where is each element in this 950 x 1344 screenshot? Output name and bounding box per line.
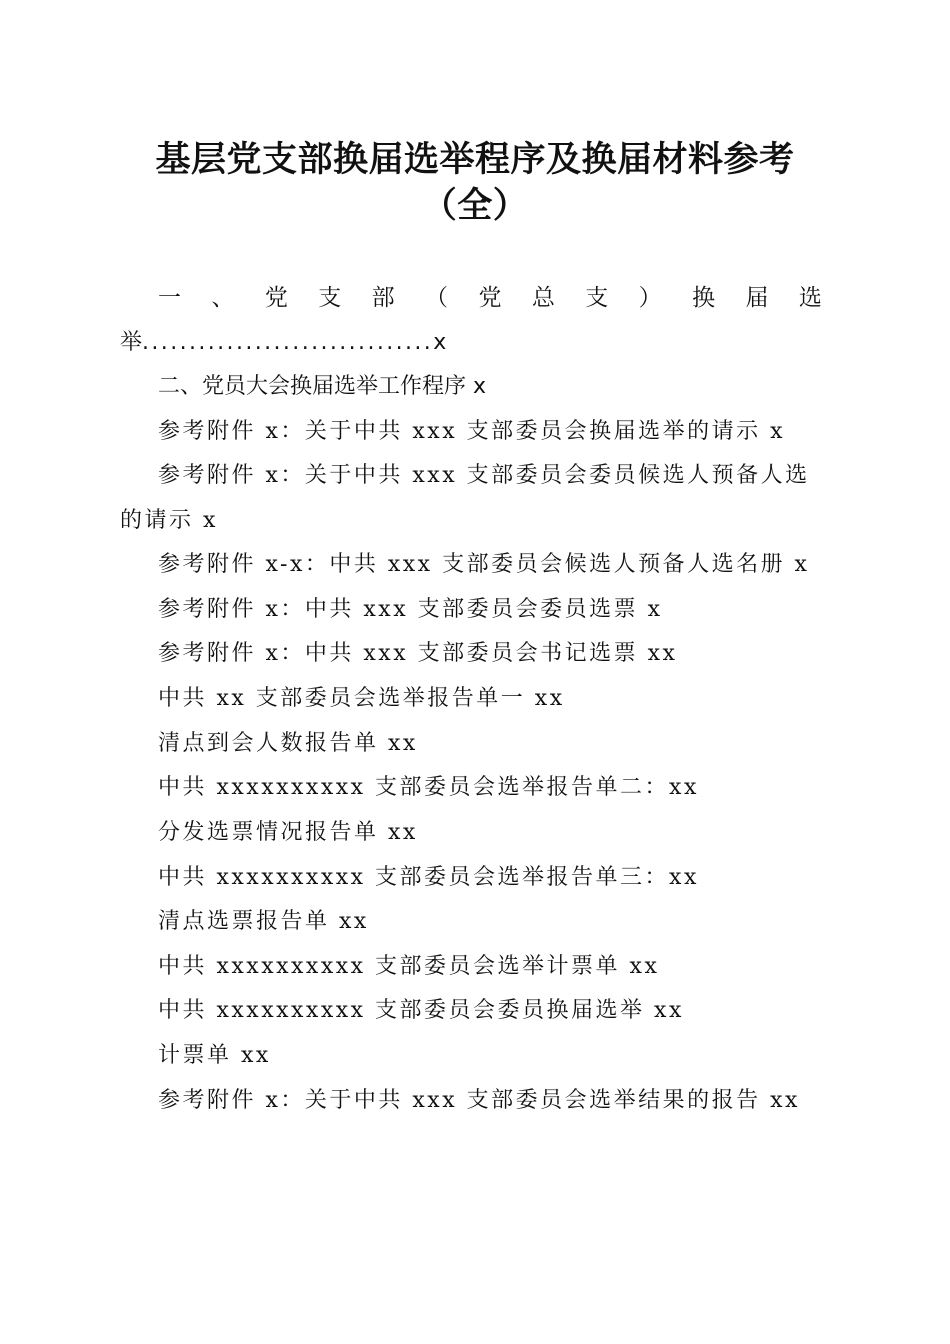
toc-item-1-char: ）: [638, 285, 662, 311]
toc-entry[interactable]: 分发选票情况报告单 xx: [158, 820, 418, 845]
toc-item-1-char: 党: [264, 285, 288, 311]
toc-item-1-wrap-char: 举: [120, 330, 143, 355]
document-title: 基层党支部换届选举程序及换届材料参考: [155, 139, 795, 180]
toc-entry[interactable]: 参考附件 x：关于中共 xxx 支部委员会选举结果的报告 xx: [158, 1088, 800, 1113]
toc-entry[interactable]: 参考附件 x：中共 xxx 支部委员会委员选票 x: [158, 597, 663, 622]
toc-item-1-char: （: [425, 285, 449, 311]
toc-item-1-char: 部: [371, 285, 395, 311]
toc-entry[interactable]: 参考附件 x-x：中共 xxx 支部委员会候选人预备人选名册 x: [158, 552, 810, 577]
toc-item-1[interactable]: [158, 284, 822, 312]
toc-entry[interactable]: 中共 xxxxxxxxxx 支部委员会选举报告单三：xx: [158, 865, 699, 890]
toc-item-1-char: 、: [211, 285, 235, 311]
toc-item-1-char: 选: [798, 285, 822, 311]
toc-item-1-char: 届: [745, 285, 769, 311]
toc-entry[interactable]: 清点选票报告单 xx: [158, 909, 369, 934]
toc-entry[interactable]: 计票单 xx: [158, 1043, 271, 1068]
toc-page-number: x: [433, 330, 447, 355]
toc-entry[interactable]: 中共 xx 支部委员会选举报告单一 xx: [158, 686, 565, 711]
toc-entry[interactable]: 中共 xxxxxxxxxx 支部委员会选举报告单二：xx: [158, 775, 699, 800]
toc-item-1-continuation[interactable]: [120, 329, 446, 357]
toc-entry[interactable]: 参考附件 x：关于中共 xxx 支部委员会委员候选人预备人选: [158, 463, 810, 488]
toc-item-1-char: 换: [692, 285, 716, 311]
toc-entry[interactable]: 清点到会人数报告单 xx: [158, 731, 418, 756]
toc-entry-continuation[interactable]: 的请示 x: [120, 508, 218, 533]
toc-entry[interactable]: 中共 xxxxxxxxxx 支部委员会委员换届选举 xx: [158, 998, 684, 1023]
toc-item-1-char: 总: [531, 285, 555, 311]
toc-item-2[interactable]: 二、党员大会换届选举工作程序 x: [158, 374, 487, 399]
toc-entry[interactable]: 中共 xxxxxxxxxx 支部委员会选举计票单 xx: [158, 954, 660, 979]
toc-entry[interactable]: 参考附件 x：中共 xxx 支部委员会书记选票 xx: [158, 641, 678, 666]
toc-item-1-char: 支: [585, 285, 609, 311]
toc-leader-dots: ...............................: [142, 330, 434, 355]
toc-entry[interactable]: 参考附件 x：关于中共 xxx 支部委员会换届选举的请示 x: [158, 419, 786, 444]
toc-item-1-char: 一: [158, 285, 181, 311]
toc-item-1-char: 支: [318, 285, 342, 311]
document-title-suffix: （全）: [421, 185, 529, 226]
toc-item-1-char: 党: [478, 285, 502, 311]
